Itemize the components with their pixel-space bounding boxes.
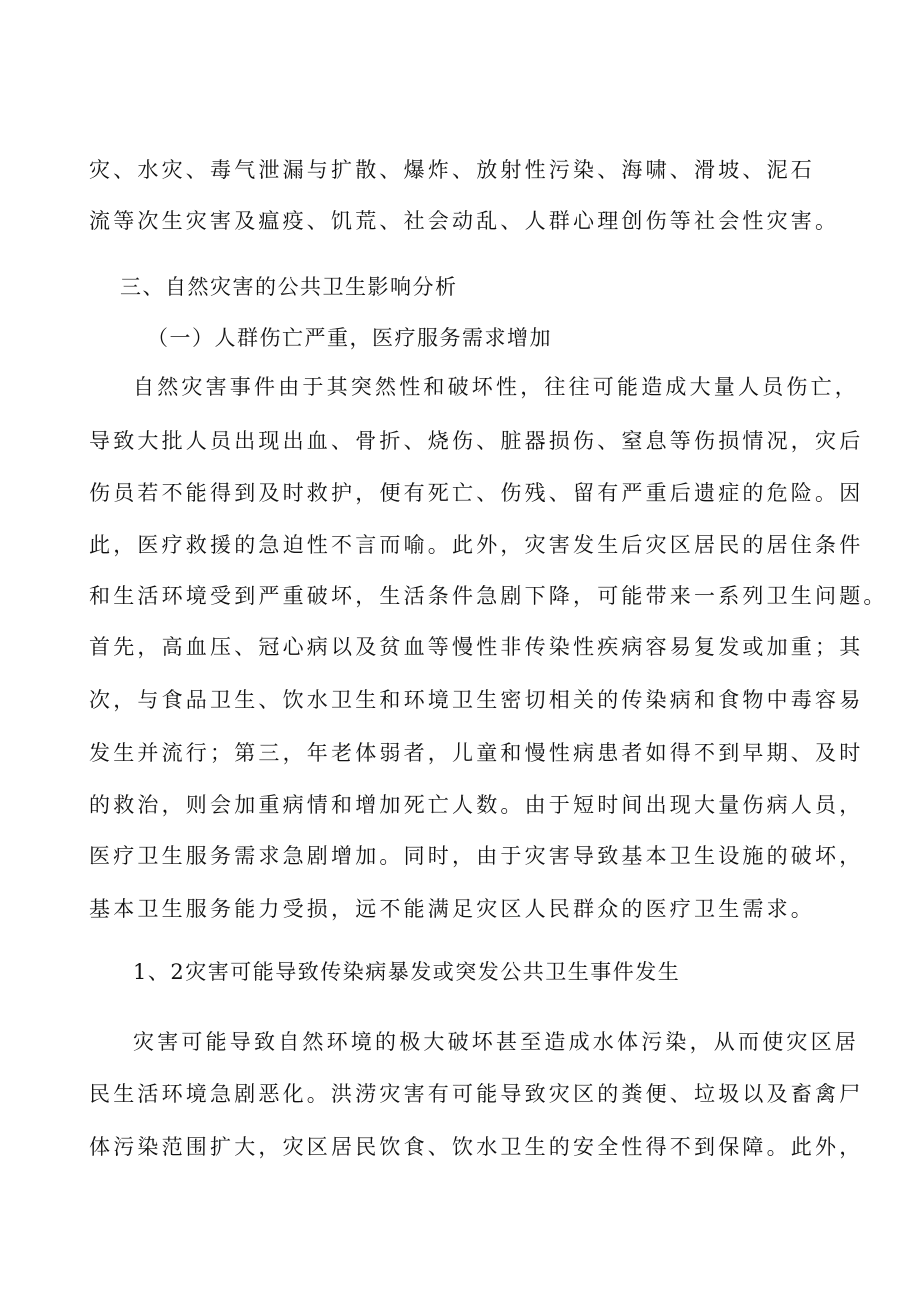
paragraph-line: 体污染范围扩大，灾区居民饮食、饮水卫生的安全性得不到保障。此外， — [89, 1135, 864, 1159]
paragraph-line: 伤员若不能得到及时救护，便有死亡、伤残、留有严重后遗症的危险。因 — [89, 481, 864, 505]
paragraph-line: 首先，高血压、冠心病以及贫血等慢性非传染性疾病容易复发或加重；其 — [89, 635, 864, 659]
paragraph-line: 基本卫生服务能力受损，远不能满足灾区人民群众的医疗卫生需求。 — [89, 897, 815, 921]
paragraph-line: 医疗卫生服务需求急剧增加。同时，由于灾害导致基本卫生设施的破坏， — [89, 844, 864, 868]
intro-line: 流等次生灾害及瘟疫、饥荒、社会动乱、人群心理创伤等社会性灾害。 — [89, 209, 840, 233]
paragraph-line: 发生并流行；第三，年老体弱者，儿童和慢性病患者如得不到早期、及时 — [89, 741, 864, 765]
intro-line: 灾、水灾、毒气泄漏与扩散、爆炸、放射性污染、海啸、滑坡、泥石 — [89, 158, 815, 182]
paragraph-line: 自然灾害事件由于其突然性和破坏性，往往可能造成大量人员伤亡， — [133, 375, 859, 399]
paragraph-line: 灾害可能导致自然环境的极大破坏甚至造成水体污染，从而使灾区居 — [133, 1030, 859, 1054]
section-heading: 三、自然灾害的公共卫生影响分析 — [120, 275, 458, 299]
paragraph-line: 次，与食品卫生、饮水卫生和环境卫生密切相关的传染病和食物中毒容易 — [89, 688, 864, 712]
paragraph-line: 民生活环境急剧恶化。洪涝灾害有可能导致灾区的粪便、垃圾以及畜禽尸 — [89, 1082, 864, 1106]
paragraph-line: 的救治，则会加重病情和增加死亡人数。由于短时间出现大量伤病人员， — [89, 793, 864, 817]
paragraph-line: 导致大批人员出现出血、骨折、烧伤、脏器损伤、窒息等伤损情况，灾后 — [89, 429, 864, 453]
paragraph-line: 和生活环境受到严重破坏，生活条件急剧下降，可能带来一系列卫生问题。 — [89, 584, 888, 608]
subsection-heading: （一）人群伤亡严重，医疗服务需求增加 — [147, 326, 552, 350]
paragraph-line: 此，医疗救援的急迫性不言而喻。此外，灾害发生后灾区居民的居住条件 — [89, 533, 864, 557]
subheading: 1、2灾害可能导致传染病暴发或突发公共卫生事件发生 — [133, 960, 681, 984]
